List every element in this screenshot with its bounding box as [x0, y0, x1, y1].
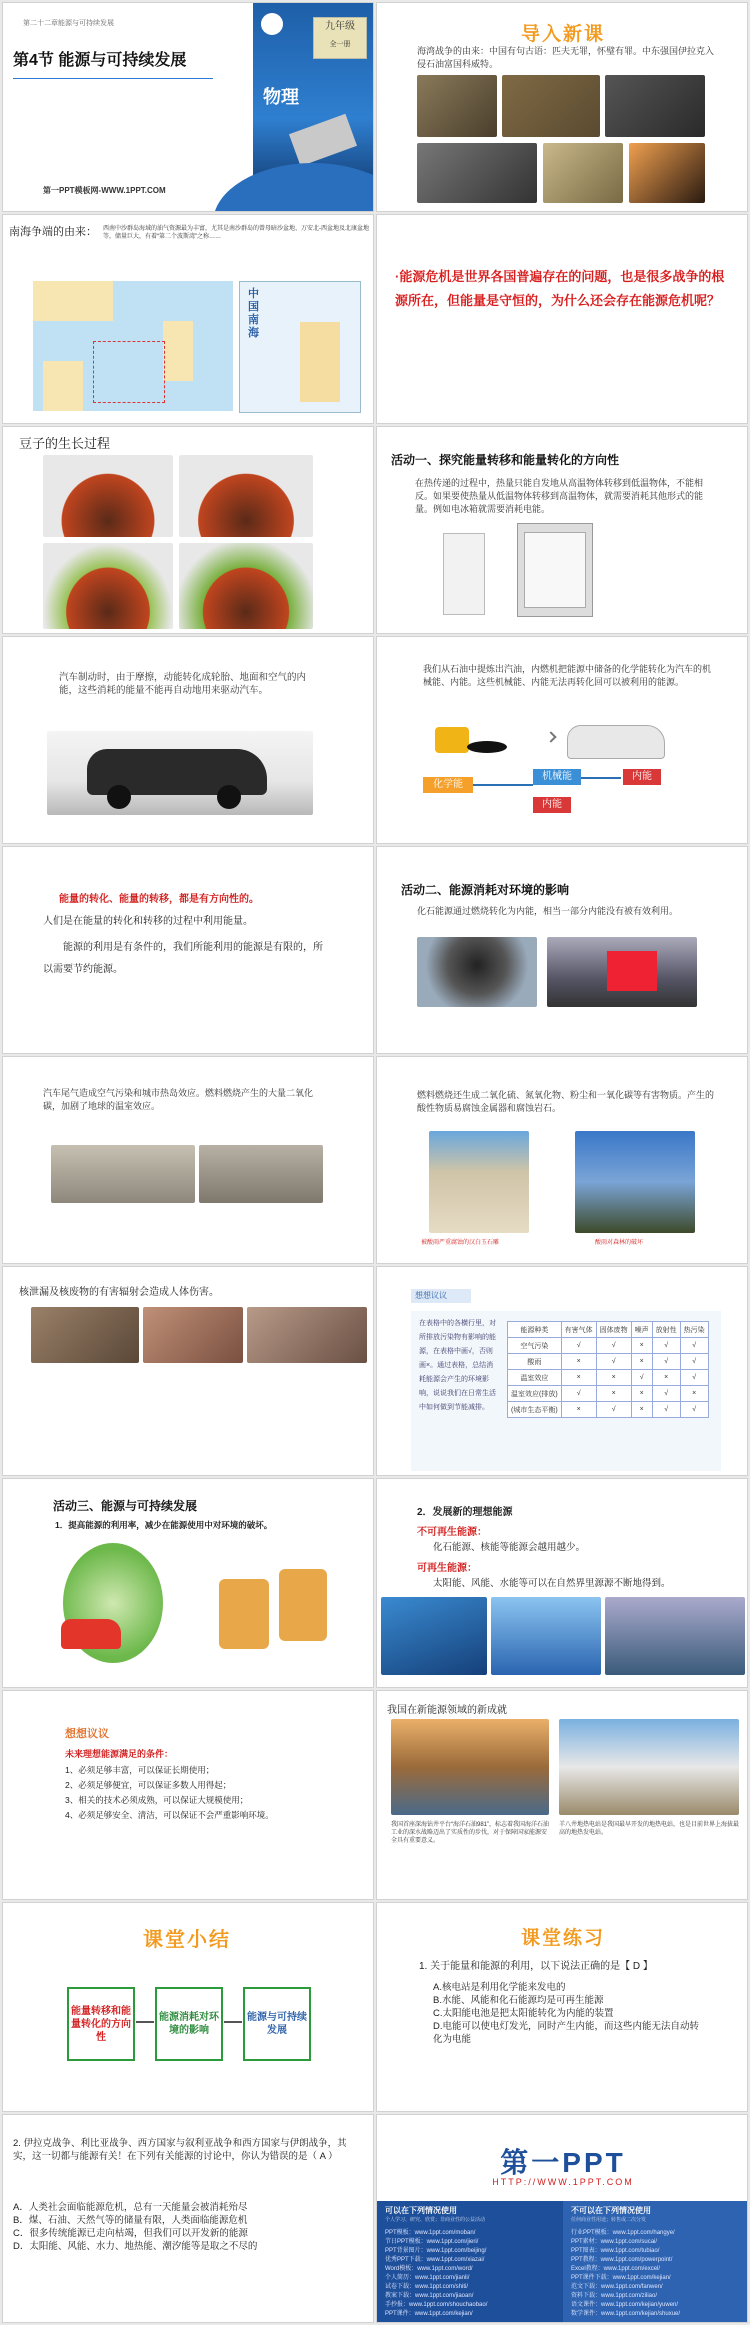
table-cell: √ [652, 1386, 680, 1402]
list-item: 2、必须足够便宜，可以保证多数人用得起； [65, 1780, 232, 1790]
node-mechanical-energy: 机械能 [533, 769, 581, 785]
cartoon-car-icon [61, 1619, 121, 1649]
oil-spill-icon [467, 741, 507, 753]
slide-energy-conversion[interactable] [376, 636, 748, 844]
troops-photo [502, 75, 600, 137]
node-chemical-energy: 化学能 [423, 777, 473, 793]
forbidden-panel [563, 2201, 748, 2323]
table-header-cell: 有害气体 [561, 1322, 596, 1338]
table-header-cell: 能源种类 [508, 1322, 562, 1338]
book-volume: 全一册 [329, 41, 351, 48]
activity-two-heading: 活动二、能源消耗对环境的影响 [401, 883, 570, 897]
renewable-text: 太阳能、风能、水能等可以在自然界里源源不断地得到。 [433, 1578, 671, 1589]
brand-logo: 第一PPT [500, 2147, 626, 2178]
list-item: 1、必须足够丰富，可以保证长期使用； [65, 1765, 215, 1775]
arrow-line-1 [473, 784, 533, 786]
slide-exhaust[interactable] [2, 1056, 374, 1264]
slide-exercise[interactable] [376, 1902, 748, 2112]
bean-photo-4 [179, 543, 313, 629]
oil-platform-photo [391, 1719, 549, 1815]
smoke-photo [417, 937, 537, 1007]
table-row [508, 1338, 709, 1354]
geothermal-caption: 羊八井地热电站是我国最早开发的地热电站，也是目前世界上海拔最高的地热发电站。 [559, 1822, 740, 1836]
link-item[interactable]: PPT教程：www.1ppt.com/powerpoint/ [571, 2257, 673, 2263]
table-cell: × [596, 1370, 631, 1386]
smog-road-photo [51, 1145, 195, 1203]
bean-photo-3 [43, 543, 173, 629]
exercise-title: 课堂练习 [520, 1928, 605, 1949]
allowed-title: 可以在下列情况使用 [385, 2206, 457, 2215]
book-grade: 九年级 [325, 21, 355, 32]
summary-box-3: 能源与可持续发展 [243, 1987, 311, 2061]
activity-one-heading: 活动一、探究能量转移和能量转化的方向性 [391, 453, 620, 467]
direction-line-1: 能量的转化、能量的转移，都是有方向性的。 [59, 894, 259, 905]
smog-city-photo [199, 1145, 323, 1203]
earth-icon [213, 163, 374, 212]
exercise-option: C.太阳能电池是把太阳能转化为内能的装置 [433, 2008, 614, 2019]
energy-crisis-question: ·能源危机是世界各国普遍存在的问题，也是很多战争的根源所在，但能量是守恒的，为什么还会存在能源危机呢？ [395, 269, 725, 308]
link-item[interactable]: 数学课件：www.1ppt.com/kejian/shuxue/ [571, 2311, 681, 2317]
map-islands [163, 321, 193, 381]
slide-title-text: 第4节 能源与可持续发展 [13, 52, 187, 69]
direction-line-3: 能源的利用是有条件的，我们所能利用的能源是有限的，所以需要节约能源。 [43, 942, 323, 975]
footer-text: 第一PPT模板网-WWW.1PPT.COM [43, 186, 166, 195]
table-cell: √ [652, 1354, 680, 1370]
link-item[interactable]: PPT图表：www.1ppt.com/tubiao/ [571, 2248, 660, 2254]
map-inset-land [300, 322, 340, 402]
soldiers-photo [417, 75, 497, 137]
summary-box-2: 能源消耗对环境的影响 [155, 1987, 223, 2061]
direction-line-2: 人们是在能量的转化和转移的过程中利用能量。 [43, 916, 253, 927]
intro-text: 海湾战争的由来：中国有句古语：匹夫无罪，怀璧有罪。中东强国伊拉克入侵石油富国科威特。 [417, 46, 715, 69]
slide-activity-one[interactable] [376, 426, 748, 634]
exercise-option: B.水能、风能和化石能源均是可再生能源 [433, 1995, 604, 2006]
open-fridge-icon [517, 523, 593, 617]
table-cell: × [652, 1370, 680, 1386]
table-cell: √ [680, 1370, 708, 1386]
publisher-logo-icon [261, 13, 283, 35]
desert-photo [543, 143, 623, 203]
nonrenewable-text: 化石能源、核能等能源会越用越少。 [433, 1542, 586, 1553]
link-item[interactable]: PPT模板：www.1ppt.com/moban/ [385, 2230, 476, 2236]
oil-barrel-icon [435, 727, 469, 753]
small-car-icon [567, 725, 665, 759]
table-cell: × [561, 1354, 596, 1370]
south-sea-map-inset [239, 281, 361, 413]
allowed-panel [377, 2201, 563, 2323]
table-cell: √ [680, 1402, 708, 1418]
slide-ideal-energy[interactable] [2, 1690, 374, 1900]
nuclear-text: 核泄漏及核废物的有害辐射会造成人体伤害。 [19, 1287, 219, 1298]
car-brake-text: 汽车制动时，由于摩擦，动能转化成轮胎、地面和空气的内能，这些消耗的能量不能再自动地用来驱动汽车。 [59, 672, 307, 696]
activity-three-heading: 活动三、能源与可持续发展 [53, 1499, 198, 1513]
discussion-text: 在表格中的各横行里，对所排放污染物有影响的能源，在表格中画√，否则画×。通过表格，总结消耗能源会产生的环境影响，说说我们在日常生活中如何做到节能减排。 [419, 1320, 496, 1411]
book-grade-label [313, 17, 367, 59]
achievements-heading: 我国在新能源领域的新成就 [387, 1705, 507, 1716]
slide-south-sea[interactable] [2, 214, 374, 424]
chapter-subtitle: 第二十二章能源与可持续发展 [23, 20, 114, 27]
link-item[interactable]: 节日PPT模板：www.1ppt.com/jieri/ [385, 2239, 479, 2245]
nuclear-photo-1 [31, 1307, 139, 1363]
dam-photo [605, 1597, 745, 1675]
geothermal-photo [559, 1719, 739, 1815]
question-option: A．人类社会面临能源危机，总有一天能量会被消耗殆尽 [13, 2202, 248, 2213]
barrel-icon-1 [219, 1579, 269, 1649]
satellite-icon [289, 114, 357, 166]
slide-summary[interactable] [2, 1902, 374, 2112]
statue-photo [429, 1131, 529, 1233]
fridge-icon [443, 533, 485, 615]
table-row [508, 1370, 709, 1386]
table-header-cell: 热污染 [680, 1322, 708, 1338]
table-cell: √ [561, 1386, 596, 1402]
table-header-cell: 噪声 [631, 1322, 652, 1338]
table-cell: × [561, 1370, 596, 1386]
link-item[interactable]: 试卷下载：www.1ppt.com/shiti/ [385, 2284, 469, 2290]
link-item[interactable]: 手抄报：www.1ppt.com/shouchaobao/ [385, 2302, 488, 2308]
nuclear-photo-2 [143, 1307, 243, 1363]
slide-intro[interactable] [376, 2, 748, 212]
slide-energy-crisis[interactable] [376, 214, 748, 424]
car-wheel-front [107, 785, 131, 809]
table-cell: 空气污染 [508, 1338, 562, 1354]
question-two-options [13, 2201, 353, 2253]
table-cell: √ [631, 1370, 652, 1386]
exercise-option: D.电能可以使电灯发光，同时产生内能，而这些内能无法自动转化为电能 [433, 2021, 700, 2045]
exercise-options [433, 1981, 703, 2046]
table-cell: × [596, 1386, 631, 1402]
war-photo [417, 143, 537, 203]
node-internal-energy-2: 内能 [533, 797, 571, 813]
question-option: B．煤、石油、天然气等的储量有限，人类面临能源危机 [13, 2215, 248, 2226]
slide-question-two[interactable] [2, 2114, 374, 2323]
car-wheel-rear [217, 785, 241, 809]
link-item[interactable]: Excel教程：www.1ppt.com/excel/ [571, 2266, 661, 2272]
link-item[interactable]: 范文下载：www.1ppt.com/fanwen/ [571, 2284, 663, 2290]
brand-url[interactable]: HTTP://WWW.1PPT.COM [492, 2177, 634, 2187]
bean-photo-1 [43, 455, 173, 537]
arrow-icon [545, 731, 556, 742]
question-option: D．太阳能、风能、水力、地热能、潮汐能等是取之不尽的 [13, 2241, 258, 2252]
forbidden-note: 任何商业性用途；转售或二次分发 [571, 2217, 647, 2223]
ideal-energy-list [65, 1763, 365, 1823]
slide-discussion-table[interactable] [376, 1266, 748, 1476]
link-item[interactable]: 语文课件：www.1ppt.com/kejian/yuwen/ [571, 2302, 679, 2308]
link-item[interactable]: PPT背景图片：www.1ppt.com/beijing/ [385, 2248, 487, 2254]
statue-caption: 被酸雨严重腐蚀的汉白玉石雕 [421, 1240, 500, 1246]
nuclear-photo-3 [247, 1307, 367, 1363]
bus-exhaust-photo [547, 937, 697, 1007]
table-row [508, 1402, 709, 1418]
link-item[interactable]: PPT课件下载：www.1ppt.com/kejian/ [571, 2275, 671, 2281]
table-header-cell: 固体废物 [596, 1322, 631, 1338]
table-row [508, 1354, 709, 1370]
activity-one-text: 在热传递的过程中，热量只能自发地从高温物体转移到低温物体，不能相反。如果要使热量从低温物体转移到高温物体，就需要消耗其他形式的能量。例如电冰箱就需要消耗电能。 [415, 478, 704, 514]
slide-credits[interactable] [376, 2114, 748, 2323]
title-underline [13, 78, 213, 79]
bean-heading: 豆子的生长过程 [19, 436, 111, 451]
discussion-table [507, 1321, 709, 1418]
question-two-text: 2. 伊拉克战争、利比亚战争、西方国家与叙利亚战争和西方国家与伊朗战争，其实，这一切都与能源有关！在下列有关能源的讨论中，你认为错误的是（ A ） [13, 2138, 347, 2162]
allowed-note: 个人学习、研究、欣赏；非商业性的公益活动 [385, 2217, 486, 2223]
activity-two-text: 化石能源通过燃烧转化为内能，相当一部分内能没有被有效利用。 [417, 906, 679, 916]
link-item[interactable]: 优秀PPT下载：www.1ppt.com/xiazai/ [385, 2257, 485, 2263]
question-option: C．很多传统能源已走向枯竭，但我们可以开发新的能源 [13, 2228, 248, 2239]
bean-photo-2 [179, 455, 313, 537]
table-row [508, 1386, 709, 1402]
slide-activity-two[interactable] [376, 846, 748, 1054]
summary-box-1: 能量转移和能量转化的方向性 [67, 1987, 135, 2061]
table-cell: 温室效应(排放) [508, 1386, 562, 1402]
table-cell: √ [680, 1338, 708, 1354]
forest-caption: 酸雨对森林的破坏 [595, 1240, 644, 1246]
exercise-option: A.核电站是利用化学能来发电的 [433, 1982, 566, 1993]
slide-nuclear[interactable] [2, 1266, 374, 1476]
south-sea-text: 西南中沙群岛海域的油气资源最为丰富，尤其是南沙群岛的曾母暗沙盆地、万安北-西盆地及北康盆地等，储量巨大，有着“第二个波斯湾”之称…… [103, 226, 370, 240]
map-mainland [33, 281, 113, 321]
table-cell: √ [680, 1354, 708, 1370]
slide-new-energy[interactable] [376, 1478, 748, 1688]
renewable-label: 可再生能源： [417, 1563, 477, 1574]
list-item: 4、必须足够安全、清洁，可以保证不会严重影响环境。 [65, 1810, 274, 1820]
discussion-tag: 想想议议 [411, 1289, 471, 1303]
link-item[interactable]: 教案下载：www.1ppt.com/jiaoan/ [385, 2293, 474, 2299]
map-boundary [93, 341, 165, 403]
conversion-text: 我们从石油中提炼出汽油，内燃机把能源中储备的化学能转化为汽车的机械能、内能。这些机械能、内能无法再转化回可以被利用的能源。 [423, 664, 712, 687]
list-item: 3、相关的技术必须成熟，可以保证大规模使用； [65, 1795, 249, 1805]
book-cover [253, 3, 373, 212]
new-energy-heading: 2．发展新的理想能源 [417, 1507, 513, 1518]
slide-bean-growth[interactable] [2, 426, 374, 634]
table-cell: 温室效应 [508, 1370, 562, 1386]
table-cell: × [631, 1402, 652, 1418]
link-item[interactable]: PPT课件：www.1ppt.com/kejian/ [385, 2311, 473, 2317]
table-cell: × [631, 1354, 652, 1370]
table-cell: √ [652, 1338, 680, 1354]
oil-fire-photo [629, 143, 705, 203]
table-cell: √ [561, 1338, 596, 1354]
map-title: 中国南海 [248, 288, 259, 339]
slide-directionality[interactable] [2, 846, 374, 1054]
table-cell: × [631, 1386, 652, 1402]
table-header-row [508, 1322, 709, 1338]
slide-acid-rain[interactable] [376, 1056, 748, 1264]
south-sea-map [33, 281, 233, 411]
table-header-cell: 放射性 [652, 1322, 680, 1338]
south-sea-heading: 南海争端的由来： [9, 226, 97, 238]
summary-title: 课堂小结 [143, 1929, 231, 1951]
tanks-photo [605, 75, 705, 137]
exhaust-text: 汽车尾气造成空气污染和城市热岛效应。燃料燃烧产生的大量二氧化碳，加剧了地球的温室效应。 [43, 1088, 314, 1111]
forbidden-title: 不可以在下列情况使用 [571, 2206, 651, 2215]
ideal-energy-heading: 想想议议 [65, 1728, 109, 1740]
summary-arrow-1 [136, 2021, 154, 2023]
slide-car-brake[interactable] [2, 636, 374, 844]
allowed-links [385, 2229, 557, 2319]
oil-platform-caption: 我国首座深海钻井平台“海洋石油981”，标志着我国海洋石油工业的深水战略迈出了实质性的步伐，对于保障国家能源安全具有重要意义。 [391, 1822, 550, 1844]
table-cell: √ [596, 1402, 631, 1418]
exercise-question: 1. 关于能量和能源的利用，以下说法正确的是【 D 】 [419, 1961, 653, 1972]
car-photo [47, 731, 313, 815]
intro-heading: 导入新课 [520, 24, 605, 45]
node-internal-energy-1: 内能 [623, 769, 661, 785]
fridge-interior [524, 532, 586, 608]
book-subject: 物理 [263, 87, 299, 107]
solar-panel-photo [381, 1597, 487, 1675]
map-peninsula [43, 361, 83, 411]
table-cell: 酸雨 [508, 1354, 562, 1370]
forbidden-links [571, 2229, 743, 2319]
nonrenewable-label: 不可再生能源： [417, 1527, 487, 1538]
table-cell: × [561, 1402, 596, 1418]
link-item[interactable]: PPT素材：www.1ppt.com/sucai/ [571, 2239, 658, 2245]
activity-three-sub: 1．提高能源的利用率，减少在能源使用中对环境的破坏。 [55, 1520, 273, 1530]
barrel-icon-2 [279, 1569, 327, 1641]
link-item[interactable]: 资料下载：www.1ppt.com/ziliao/ [571, 2293, 658, 2299]
slide-activity-three[interactable] [2, 1478, 374, 1688]
summary-arrow-2 [224, 2021, 242, 2023]
table-cell: × [631, 1338, 652, 1354]
slide-title[interactable] [2, 2, 374, 212]
table-cell: (城市生态平衡) [508, 1402, 562, 1418]
ideal-energy-sub: 未来理想能源满足的条件： [65, 1749, 174, 1759]
table-cell: √ [596, 1354, 631, 1370]
link-item[interactable]: 个人简历：www.1ppt.com/jianli/ [385, 2275, 470, 2281]
forest-photo [575, 1131, 695, 1233]
table-cell: √ [596, 1338, 631, 1354]
bus-icon [607, 951, 657, 991]
table-cell: √ [652, 1402, 680, 1418]
link-item[interactable]: 行业PPT模板：www.1ppt.com/hangye/ [571, 2230, 675, 2236]
table-cell: × [680, 1386, 708, 1402]
wind-turbine-photo [491, 1597, 601, 1675]
acid-rain-text: 燃料燃烧还生成二氧化硫、氮氧化物、粉尘和一氧化碳等有害物质。产生的酸性物质易腐蚀金属器和腐蚀岩石。 [417, 1090, 715, 1113]
link-item[interactable]: Word模板：www.1ppt.com/word/ [385, 2266, 473, 2272]
arrow-line-2 [581, 777, 621, 779]
slide-achievements[interactable] [376, 1690, 748, 1900]
